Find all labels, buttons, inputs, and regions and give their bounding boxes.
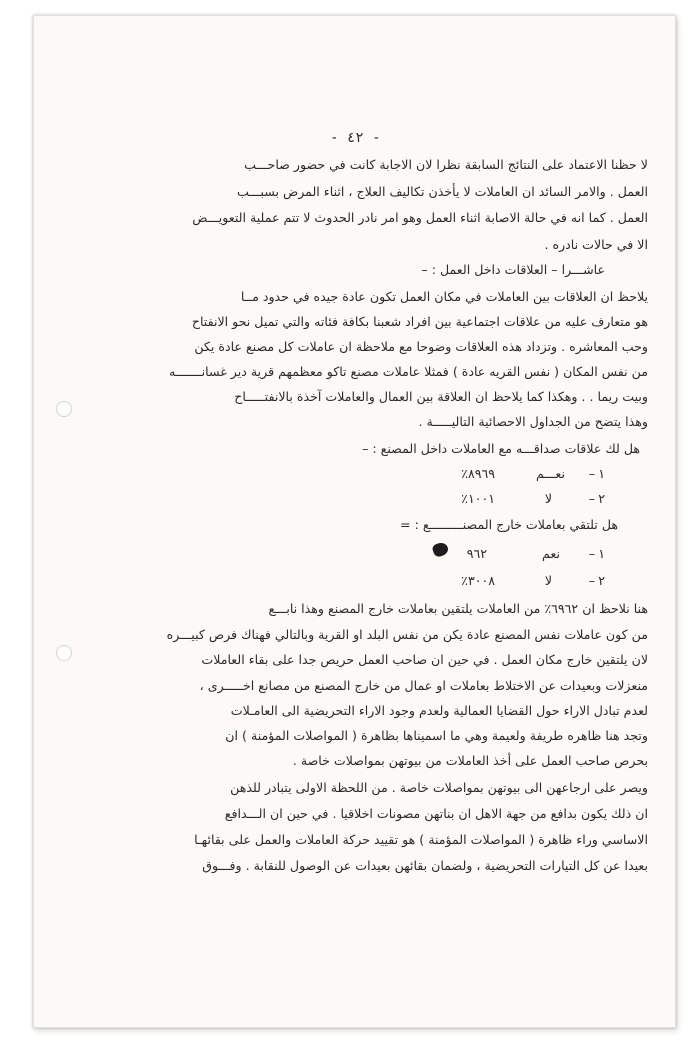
answer-label: لا [544, 573, 552, 588]
body-line: بعيدا عن كل التيارات التحريضية ، ولضمان بقائهن بعيدات عن الوصول للنقابة . وفـــوق [202, 858, 648, 873]
body-line: من نفس المكان ( نفس القريه عادة ) فمثلا عاملات مصنع تاكو معظمهم قرية دير غسانـــــــه [169, 364, 648, 379]
body-line: العمل . والامر السائد ان العاملات لا يأخذن تكاليف العلاج ، اثناء المرض بسبـــب [237, 184, 648, 199]
page-number: - ٤٢ - [330, 130, 381, 146]
question-text: هل لك علاقات صداقـــه مع العاملات داخل المصنع : – [362, 441, 640, 456]
answer-index: ١ [598, 466, 605, 481]
body-line: منعزلات وبعيدات عن الاختلاط بعاملات او عمال من خارج المصنع من مصانع اخـــــرى ، [199, 678, 648, 693]
answer-label: لا [544, 491, 552, 506]
body-line: بحرص صاحب العمل على أخذ العاملات من بيوتهن بمواصلات خاصة . [292, 753, 648, 768]
body-line: لا حظنا الاعتماد على النتائج السابقة نظرا لان الاجابة كانت في حضور صاحـــب [244, 157, 648, 172]
body-line: العمل . كما انه في حالة الاصابة اثناء العمل وهو امر نادر الحدوث لا تتم عملية التعويـــض [192, 210, 648, 225]
body-line: وهذا يتضح من الجداول الاحصائية التاليـــــة . [418, 414, 648, 429]
answer-dash: – [588, 466, 595, 481]
answer-dash: – [588, 573, 595, 588]
body-line: الاساسي وراء ظاهرة ( المواصلات المؤمنة ) هو تقييد حركة العاملات والعمل على بقائهـا [194, 832, 648, 847]
section-heading: عاشـــرا – العلاقات داخل العمل : – [421, 262, 605, 277]
answer-index: ١ [598, 546, 605, 561]
question-text: هل تلتقي بعاملات خارج المصنـــــــــع : = [400, 517, 618, 532]
body-line: وتجد هنا ظاهره طريفة ولعيمة وهي ما اسميناها بظاهرة ( المواصلات المؤمنة ) ان [225, 728, 648, 743]
answer-label: نعـــم [535, 466, 565, 481]
body-line: من كون عاملات نفس المصنع عادة يكن من نفس البلد او القرية وبالتالي فهناك فرص كبيـــره [166, 627, 648, 642]
answer-index: ٢ [598, 573, 605, 588]
body-line: ان ذلك يكون بدافع من جهة الاهل ان بناتهن مصونات اخلاقيا . في حين ان الـــدافع [224, 806, 648, 821]
body-line: وحب المعاشره . وتزداد هذه العلاقات وضوحا مع ملاحظة ان عاملات كل مصنع عادة يكن [194, 339, 648, 354]
answer-value: ٣٠٠٨٪ [461, 573, 495, 588]
answer-dash: – [588, 491, 595, 506]
body-line: هو متعارف عليه من علاقات اجتماعية بين افراد شعبنا بكافة فئاته والتي تميل نحو الانفتاح [191, 314, 648, 329]
answer-value: ٨٩٦٩٪ [461, 466, 495, 481]
answer-value: ٩٦٢ [466, 546, 487, 561]
body-line: الا في حالات نادره . [544, 237, 648, 252]
answer-label: نعم [542, 546, 560, 561]
punch-hole [56, 401, 72, 417]
answer-index: ٢ [598, 491, 605, 506]
answer-dash: – [588, 546, 595, 561]
body-line: لان يلتقين خارج مكان العمل . في حين ان صاحب العمل حريص جدا على بقاء العاملات [201, 652, 648, 667]
body-line: يلاحظ ان العلاقات بين العاملات في مكان العمل تكون عادة جيده في حدود مــا [240, 289, 648, 304]
body-line: هنا نلاحظ ان ٦٩٦٢٪ من العاملات يلتقين بعاملات خارج المصنع وهذا نابـــع [268, 601, 648, 616]
answer-value: ١٠٠١٪ [461, 491, 495, 506]
body-line: ويصر على ارجاعهن الى بيوتهن بمواصلات خاصة . من اللحظة الاولى يتبادر للذهن [230, 780, 648, 795]
punch-hole [56, 645, 72, 661]
body-line: لعدم تبادل الاراء حول القضايا العمالية ولعدم وجود الاراء التحريضية الى العامـلات [230, 703, 648, 718]
body-line: وبيت ريما . . وهكذا كما يلاحظ ان العلاقة بين العمال والعاملات آخذة بالانفتـــــاح [234, 389, 648, 404]
